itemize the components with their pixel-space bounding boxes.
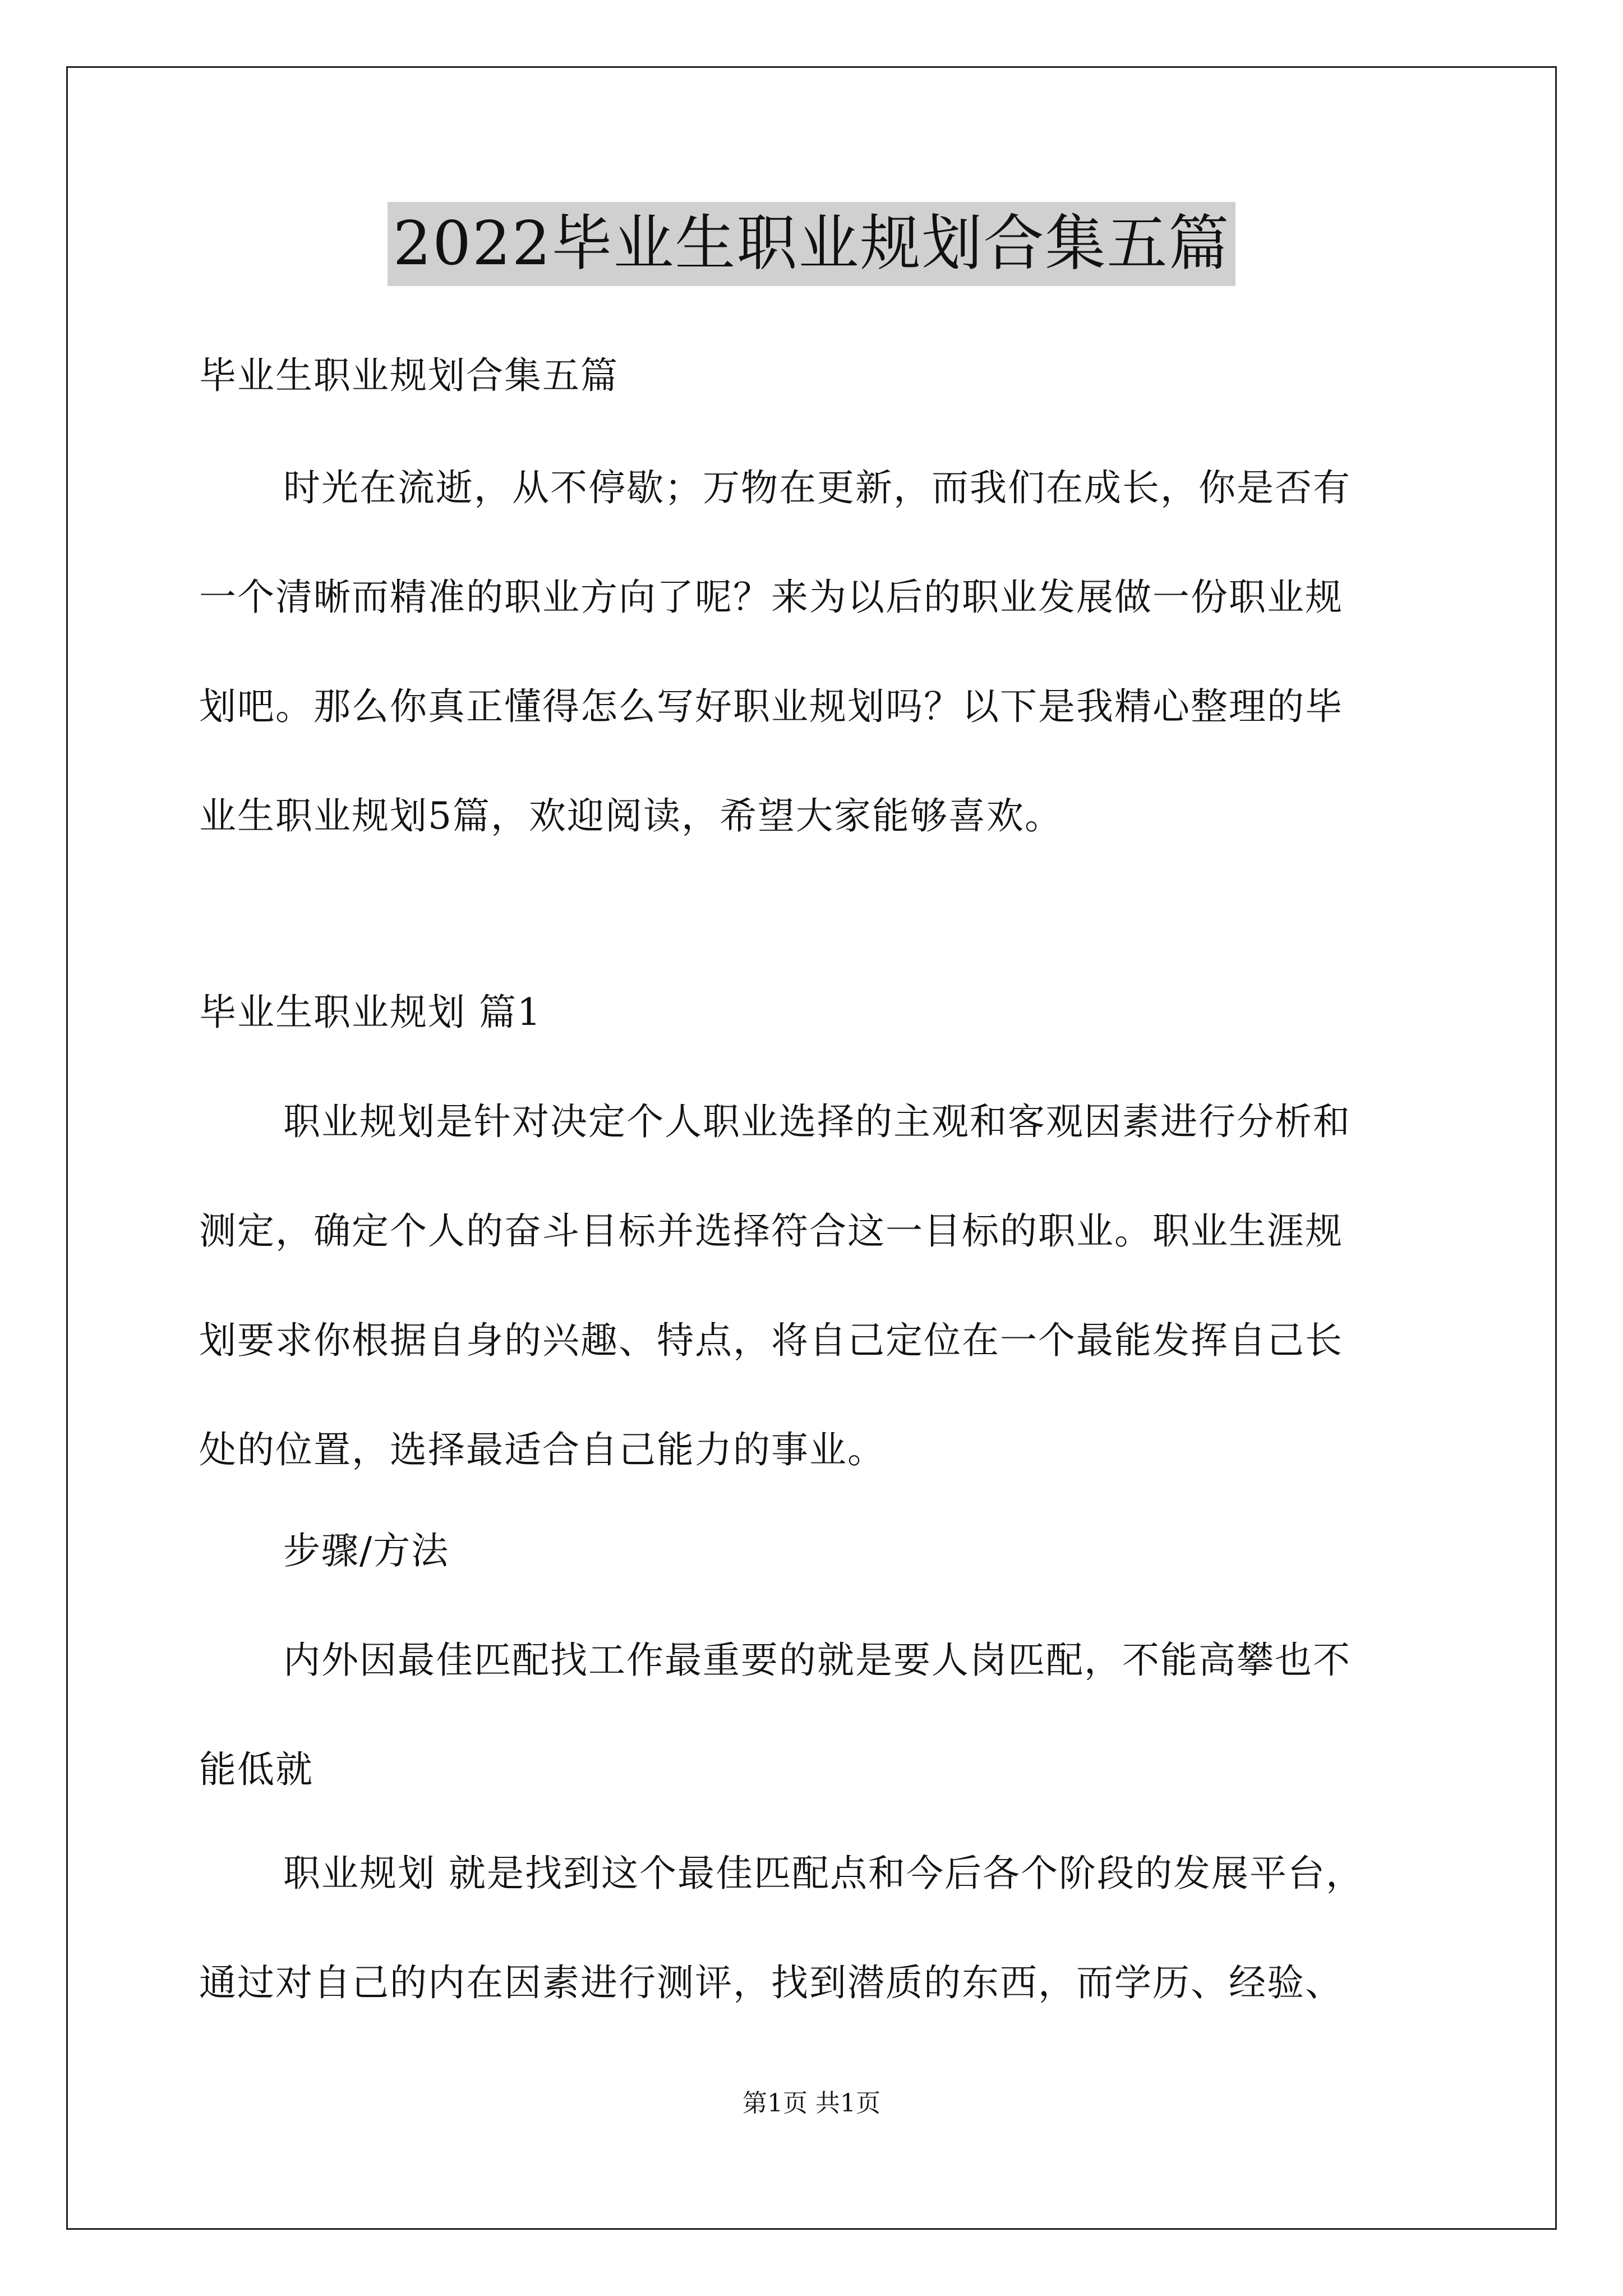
document-title: 2022毕业生职业规划合集五篇 (388, 202, 1236, 286)
steps-label: 步骤/方法 (283, 1529, 450, 1572)
document-subtitle: 毕业生职业规划合集五篇 (199, 354, 619, 397)
intro-line: 业生职业规划5篇，欢迎阅读，希望大家能够喜欢。 (199, 794, 1063, 838)
paragraph-line: 划要求你根据自身的兴趣、特点，将自己定位在一个最能发挥自己长 (199, 1319, 1343, 1362)
intro-line: 一个清晰而精准的职业方向了呢？来为以后的职业发展做一份职业规 (199, 576, 1343, 619)
paragraph-line: 内外因最佳匹配找工作最重要的就是要人岗匹配，不能高攀也不 (283, 1639, 1351, 1682)
section-heading: 毕业生职业规划 篇1 (199, 991, 542, 1034)
paragraph-line: 通过对自己的内在因素进行测评，找到潜质的东西，而学历、经验、 (199, 1961, 1343, 2004)
paragraph-line: 处的位置，选择最适合自己能力的事业。 (199, 1428, 886, 1471)
intro-line: 时光在流逝，从不停歇；万物在更新，而我们在成长，你是否有 (283, 466, 1351, 509)
page-footer: 第1页 共1页 (743, 2089, 880, 2118)
paragraph-line: 能低就 (199, 1748, 313, 1791)
intro-line: 划吧。那么你真正懂得怎么写好职业规划吗？以下是我精心整理的毕 (199, 685, 1343, 728)
title-container (0, 202, 1623, 286)
paragraph-line: 测定，确定个人的奋斗目标并选择符合这一目标的职业。职业生涯规 (199, 1209, 1343, 1253)
paragraph-line: 职业规划 就是找到这个最佳匹配点和今后各个阶段的发展平台， (283, 1852, 1364, 1895)
paragraph-line: 职业规划是针对决定个人职业选择的主观和客观因素进行分析和 (283, 1100, 1351, 1143)
